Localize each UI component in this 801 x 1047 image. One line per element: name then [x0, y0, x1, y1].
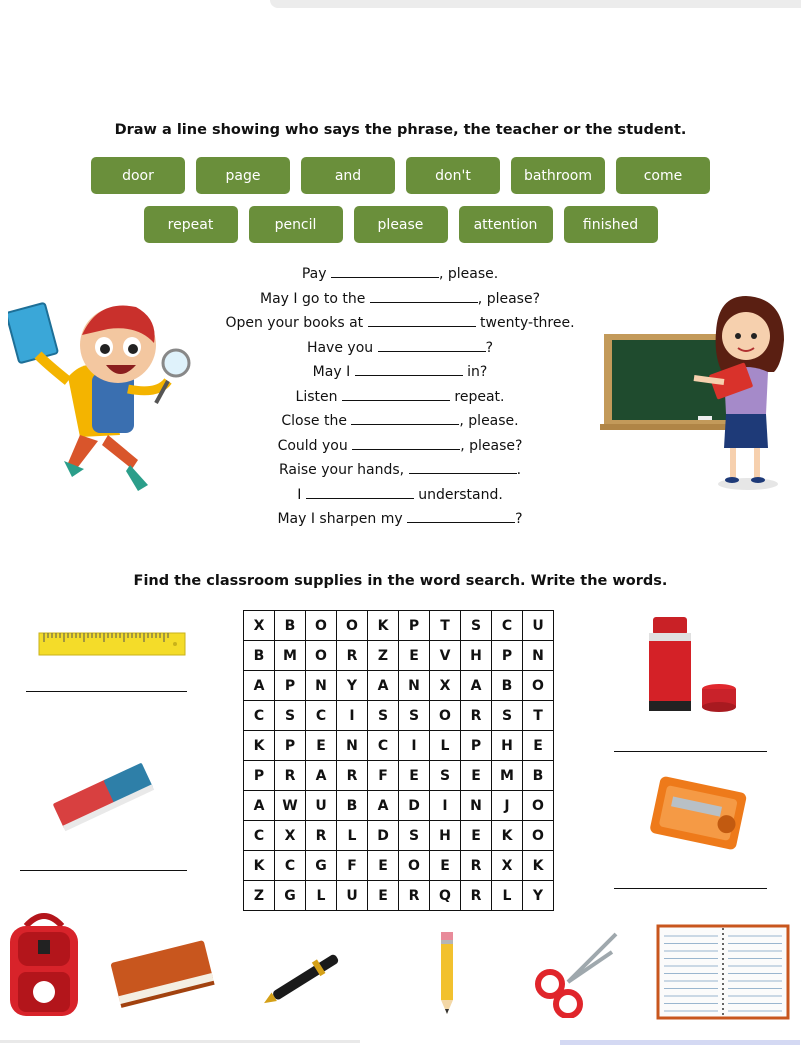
word-search-cell[interactable]: E — [368, 851, 399, 881]
word-search-row — [244, 761, 554, 791]
phrase-row — [200, 487, 600, 503]
backpack-icon — [4, 912, 84, 1018]
word-search-cell[interactable]: G — [306, 851, 337, 881]
word-search-cell[interactable]: T — [430, 611, 461, 641]
word-search-cell[interactable]: E — [306, 731, 337, 761]
word-chip[interactable]: and — [301, 157, 395, 194]
phrase-text-after: ? — [485, 339, 494, 356]
word-search-cell[interactable]: A — [461, 671, 492, 701]
word-search-cell[interactable]: O — [523, 821, 554, 851]
word-search-cell[interactable]: E — [461, 761, 492, 791]
word-chip[interactable]: don't — [406, 157, 500, 194]
word-search-cell[interactable]: R — [337, 761, 368, 791]
word-search-cell[interactable]: K — [368, 611, 399, 641]
pencil-icon — [437, 932, 457, 1016]
bottom-border-strip — [0, 1040, 801, 1047]
word-search-cell[interactable]: R — [461, 701, 492, 731]
phrase-text-before: Could you — [277, 437, 353, 454]
phrase-blank[interactable] — [352, 438, 460, 450]
word-search-cell[interactable]: C — [368, 731, 399, 761]
word-search-cell[interactable]: O — [523, 671, 554, 701]
phrase-blank[interactable] — [378, 340, 486, 352]
word-search-cell[interactable]: E — [399, 761, 430, 791]
phrase-text-before: Open your books at — [225, 315, 368, 331]
phrase-text-after: understand. — [413, 486, 503, 503]
phrase-text-after: , please? — [460, 437, 523, 454]
word-search-cell[interactable]: P — [461, 731, 492, 761]
phrase-row — [200, 315, 600, 331]
phrase-text-before: May I sharpen my — [277, 511, 408, 527]
word-chip[interactable]: come — [616, 157, 710, 194]
word-chip[interactable]: attention — [459, 206, 553, 243]
phrase-text-before: May I go to the — [259, 290, 370, 307]
word-search-cell[interactable]: R — [337, 641, 368, 671]
word-search-row — [244, 791, 554, 821]
answer-line-ruler[interactable] — [26, 691, 187, 692]
phrase-blank[interactable] — [368, 315, 476, 327]
word-search-cell[interactable]: B — [492, 671, 523, 701]
word-search-cell[interactable]: H — [461, 641, 492, 671]
phrase-row — [200, 266, 600, 282]
word-search-cell[interactable]: E — [368, 881, 399, 911]
word-search-cell[interactable]: C — [244, 821, 275, 851]
word-search-cell[interactable]: K — [492, 821, 523, 851]
line-task-instruction: Draw a line showing who says the phrase, the teacher or the student. — [114, 122, 687, 138]
word-search-cell[interactable]: H — [492, 731, 523, 761]
word-search-row — [244, 851, 554, 881]
word-search-cell[interactable]: C — [244, 701, 275, 731]
word-search-cell[interactable]: P — [275, 671, 306, 701]
teacher-woman-icon — [598, 292, 798, 497]
word-search-cell[interactable]: A — [244, 791, 275, 821]
phrase-text-after: twenty-three. — [475, 315, 575, 331]
word-search-cell[interactable]: H — [430, 821, 461, 851]
word-chip[interactable]: door — [91, 157, 185, 194]
phrase-text-before: Close the — [281, 413, 352, 429]
word-search-cell[interactable]: O — [306, 641, 337, 671]
word-search-row — [244, 671, 554, 701]
word-search-cell[interactable]: P — [275, 731, 306, 761]
phrase-row — [200, 340, 600, 356]
phrase-blank[interactable] — [342, 389, 450, 401]
word-search-cell[interactable]: D — [399, 791, 430, 821]
word-bank-row-2 — [0, 206, 801, 243]
word-search-cell[interactable]: P — [399, 611, 430, 641]
word-search-cell[interactable]: N — [306, 671, 337, 701]
word-search-cell[interactable]: M — [492, 761, 523, 791]
phrase-blank[interactable] — [331, 266, 439, 278]
word-chip[interactable]: please — [354, 206, 448, 243]
word-search-cell[interactable]: N — [337, 731, 368, 761]
word-search-cell[interactable]: O — [337, 611, 368, 641]
word-search-row — [244, 821, 554, 851]
phrase-blank[interactable] — [351, 413, 459, 425]
word-search-cell[interactable]: C — [275, 851, 306, 881]
phrase-blank[interactable] — [409, 462, 517, 474]
word-search-cell[interactable]: Q — [430, 881, 461, 911]
word-search-cell[interactable]: O — [523, 791, 554, 821]
word-search-cell[interactable]: O — [399, 851, 430, 881]
notebook-icon — [656, 924, 790, 1020]
word-search-cell[interactable]: G — [275, 881, 306, 911]
word-search-cell[interactable]: J — [492, 791, 523, 821]
word-search-cell[interactable]: E — [399, 641, 430, 671]
student-boy-icon — [8, 285, 208, 500]
word-chip[interactable]: pencil — [249, 206, 343, 243]
word-search-cell[interactable]: L — [430, 731, 461, 761]
word-search-cell[interactable]: D — [368, 821, 399, 851]
word-search-cell[interactable]: R — [399, 881, 430, 911]
phrase-text-before: Have you — [306, 339, 378, 356]
word-chip[interactable]: repeat — [144, 206, 238, 243]
word-search-cell[interactable]: B — [523, 761, 554, 791]
phrase-blank[interactable] — [355, 364, 463, 376]
phrase-text-after: in? — [462, 364, 488, 380]
phrase-text-before: I — [297, 486, 306, 503]
answer-line-sharpener[interactable] — [614, 888, 767, 889]
word-search-cell[interactable]: A — [244, 671, 275, 701]
word-search-cell[interactable]: S — [368, 701, 399, 731]
word-search-cell[interactable]: R — [461, 851, 492, 881]
book-icon — [108, 935, 216, 1009]
word-chip[interactable]: finished — [564, 206, 658, 243]
word-search-cell[interactable]: N — [461, 791, 492, 821]
word-search-cell[interactable]: I — [399, 731, 430, 761]
word-search-cell[interactable]: P — [244, 761, 275, 791]
phrase-text-before: Raise your hands, — [278, 462, 409, 478]
word-search-cell[interactable]: X — [275, 821, 306, 851]
phrase-row — [200, 291, 600, 307]
word-search-cell[interactable]: X — [492, 851, 523, 881]
word-search-cell[interactable]: A — [306, 761, 337, 791]
phrase-text-before: Listen — [295, 388, 342, 405]
word-search-row — [244, 701, 554, 731]
answer-line-glue[interactable] — [614, 751, 767, 752]
word-search-cell[interactable]: B — [244, 641, 275, 671]
word-chip[interactable]: page — [196, 157, 290, 194]
word-search-cell[interactable]: R — [275, 761, 306, 791]
word-search-cell[interactable]: I — [430, 791, 461, 821]
top-tab-bar — [270, 0, 801, 8]
word-search-cell[interactable]: E — [461, 821, 492, 851]
word-search-cell[interactable]: F — [368, 761, 399, 791]
word-search-cell[interactable]: X — [430, 671, 461, 701]
eraser-icon — [48, 758, 158, 834]
word-search-cell[interactable]: S — [430, 761, 461, 791]
phrase-text-after: , please. — [438, 266, 499, 282]
phrase-row — [200, 462, 600, 478]
phrase-blank[interactable] — [370, 291, 478, 303]
word-search-cell[interactable]: W — [275, 791, 306, 821]
sharpener-icon — [648, 774, 748, 856]
phrase-text-before: Pay — [301, 266, 331, 282]
answer-line-eraser[interactable] — [20, 870, 187, 871]
word-search-cell[interactable]: E — [430, 851, 461, 881]
word-search-cell[interactable]: X — [244, 611, 275, 641]
word-search-cell[interactable]: N — [399, 671, 430, 701]
word-chip[interactable]: bathroom — [511, 157, 605, 194]
word-search-cell[interactable]: K — [244, 731, 275, 761]
word-search-cell[interactable]: L — [306, 881, 337, 911]
phrase-row — [200, 389, 600, 405]
word-search-row — [244, 881, 554, 911]
word-search-cell[interactable]: L — [492, 881, 523, 911]
phrase-row — [200, 438, 600, 454]
word-search-cell[interactable]: L — [337, 821, 368, 851]
phrase-row — [200, 364, 600, 380]
word-search-cell[interactable]: O — [430, 701, 461, 731]
word-search-cell[interactable]: O — [306, 611, 337, 641]
word-search-cell[interactable]: K — [523, 851, 554, 881]
word-search-cell[interactable]: U — [306, 791, 337, 821]
word-search-cell[interactable]: S — [275, 701, 306, 731]
scissors-icon — [528, 932, 620, 1018]
word-search-cell[interactable]: S — [492, 701, 523, 731]
word-search-cell[interactable]: K — [244, 851, 275, 881]
word-search-cell[interactable]: B — [337, 791, 368, 821]
word-search-cell[interactable]: Y — [337, 671, 368, 701]
word-search-cell[interactable]: B — [275, 611, 306, 641]
word-search-cell[interactable]: U — [523, 611, 554, 641]
word-search-cell[interactable]: R — [461, 881, 492, 911]
word-search-cell[interactable]: F — [337, 851, 368, 881]
word-search-cell[interactable]: T — [523, 701, 554, 731]
phrase-row — [200, 511, 600, 527]
word-search-grid[interactable] — [243, 610, 554, 911]
phrase-text-before: May I — [312, 364, 355, 380]
word-search-cell[interactable]: M — [275, 641, 306, 671]
word-search-cell[interactable]: R — [306, 821, 337, 851]
word-search-cell[interactable]: S — [399, 821, 430, 851]
phrase-row — [200, 413, 600, 429]
glue-icon — [645, 615, 740, 715]
word-search-cell[interactable]: I — [337, 701, 368, 731]
word-search-cell[interactable]: P — [492, 641, 523, 671]
word-search-cell[interactable]: S — [399, 701, 430, 731]
word-search-cell[interactable]: A — [368, 671, 399, 701]
word-bank-row-1 — [0, 157, 801, 194]
word-search-cell[interactable]: N — [523, 641, 554, 671]
word-search-cell[interactable]: V — [430, 641, 461, 671]
word-search-cell[interactable]: Z — [244, 881, 275, 911]
word-search-cell[interactable]: U — [337, 881, 368, 911]
phrase-text-after: ? — [515, 511, 523, 527]
word-search-cell[interactable]: S — [461, 611, 492, 641]
phrase-text-after: repeat. — [449, 388, 505, 405]
phrase-text-after: . — [516, 462, 522, 478]
ruler-icon — [38, 631, 186, 657]
phrase-text-after: , please? — [477, 290, 541, 307]
word-search-cell[interactable]: Z — [368, 641, 399, 671]
word-search-cell[interactable]: E — [523, 731, 554, 761]
pen-icon — [262, 944, 356, 1006]
word-search-cell[interactable]: C — [492, 611, 523, 641]
word-search-row — [244, 611, 554, 641]
word-search-row — [244, 731, 554, 761]
word-search-row — [244, 641, 554, 671]
word-search-cell[interactable]: Y — [523, 881, 554, 911]
word-search-cell[interactable]: A — [368, 791, 399, 821]
phrase-blank[interactable] — [407, 511, 515, 523]
phrase-blank[interactable] — [306, 487, 414, 499]
search-task-instruction: Find the classroom supplies in the word search. Write the words. — [133, 573, 668, 589]
word-search-cell[interactable]: C — [306, 701, 337, 731]
phrase-text-after: , please. — [459, 413, 519, 429]
